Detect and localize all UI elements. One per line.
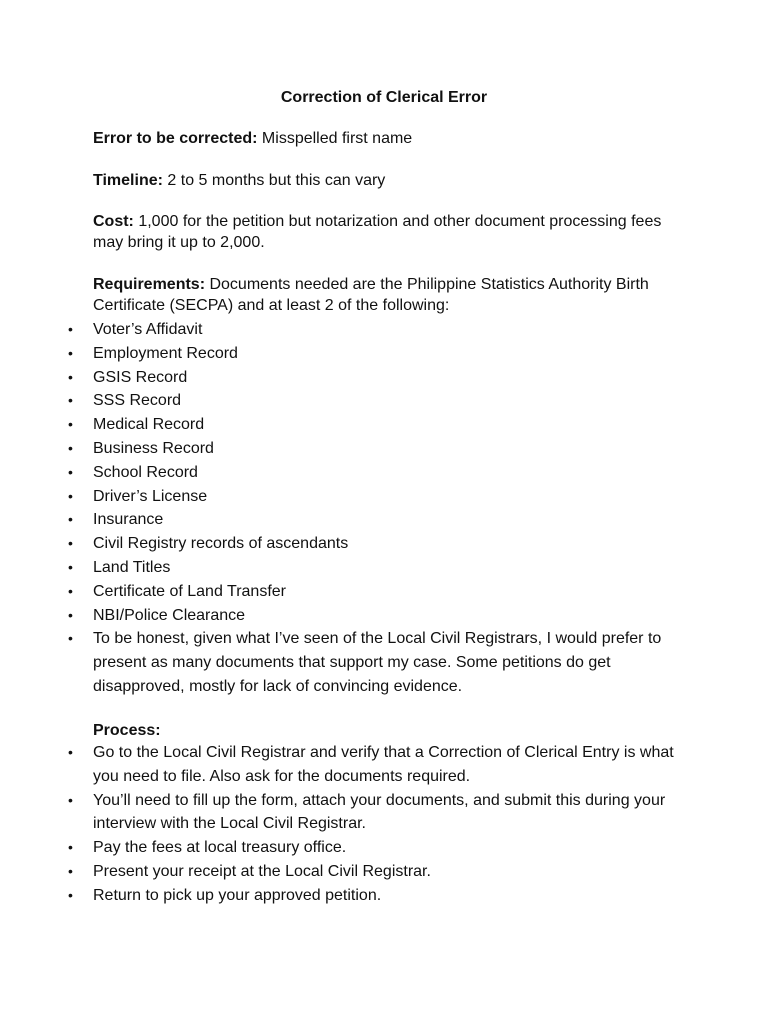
list-item [0,389,683,413]
bullet-icon: • [68,582,73,599]
error-paragraph [93,128,683,149]
list-item [0,485,683,509]
list-item [0,342,683,366]
list-item-text: Voter’s Affidavit [93,321,203,338]
list-item-text: Medical Record [93,416,205,434]
bullet-icon: • [68,416,73,433]
list-item-text: Employment Record [93,344,238,362]
list-item-text: You’ll need to fill up the form, attach your documents, and submit this during your interview with the Local Civil Registrar. [93,791,666,833]
list-item [0,789,683,837]
bullet-icon: • [68,511,73,528]
list-item [0,860,683,884]
bullet-icon: • [68,558,73,575]
list-item-text: Insurance [93,511,164,529]
list-item-text: Driver’s License [93,487,208,505]
list-item [0,556,683,580]
bullet-icon: • [68,463,73,480]
requirements-label: Requirements: [93,276,206,293]
cost-label: Cost: [93,213,134,230]
document-title: Correction of Clerical Error [280,89,488,106]
list-item [0,508,683,532]
requirements-value: Documents needed are the Philippine Statistics Authority Birth Certificate (SECPA) and at least 2 of the following: [93,276,649,314]
bullet-icon: • [68,630,73,647]
bullet-icon: • [68,606,73,623]
bullet-icon: • [68,321,73,337]
list-item [0,836,683,860]
cost-paragraph [93,211,683,253]
bullet-icon: • [68,886,73,903]
bullet-icon: • [68,439,73,456]
bullet-icon: • [68,368,73,385]
list-item [0,580,683,604]
list-item [0,604,683,628]
list-item-text: SSS Record [93,392,182,410]
list-item [0,741,683,789]
bullet-icon: • [68,839,73,856]
timeline-value: 2 to 5 months but this can vary [162,172,386,189]
error-value: Misspelled first name [257,130,413,147]
list-item-text: Business Record [93,439,214,457]
list-item [0,884,683,908]
bullet-icon: • [68,344,73,361]
requirements-paragraph [93,274,683,316]
list-item-text: School Record [93,463,198,481]
list-item [0,318,683,342]
bullet-icon: • [68,535,73,552]
bullet-icon: • [68,791,73,808]
cost-value: 1,000 for the petition but notarization and other document processing fees may bring it up to 2,000. [93,213,662,251]
list-item-text: Certificate of Land Transfer [93,582,286,600]
list-item-text: Pay the fees at local treasury office. [93,839,347,857]
bullet-icon: • [68,392,73,409]
list-item-text: Return to pick up your approved petition. [93,886,382,904]
list-item-text: To be honest, given what I’ve seen of the Local Civil Registrars, I would prefer to present as many documents that support my case. Some petitions do get disapproved, mostly for lack of convincing evidence. [93,630,662,695]
bullet-icon: • [68,744,73,760]
timeline-label: Timeline: [93,172,163,189]
list-item-text: Go to the Local Civil Registrar and verify that a Correction of Clerical Entry is what you need to file. Also ask for the documents required. [93,744,674,785]
list-item [0,532,683,556]
bullet-icon: • [68,862,73,879]
list-item [0,627,683,698]
list-item [0,366,683,390]
timeline-paragraph [93,170,683,191]
list-item-text: Civil Registry records of ascendants [93,535,349,553]
list-item [0,413,683,437]
list-item [0,437,683,461]
list-item-text: NBI/Police Clearance [93,606,246,624]
list-item-text: Present your receipt at the Local Civil Registrar. [93,862,431,880]
bullet-icon: • [68,487,73,504]
list-item-text: Land Titles [93,558,171,576]
list-item-text: GSIS Record [93,368,188,386]
error-label: Error to be corrected: [93,130,258,147]
process-heading: Process: [93,722,161,739]
process-list [0,741,768,908]
list-item [0,461,683,485]
requirements-list [0,318,768,699]
